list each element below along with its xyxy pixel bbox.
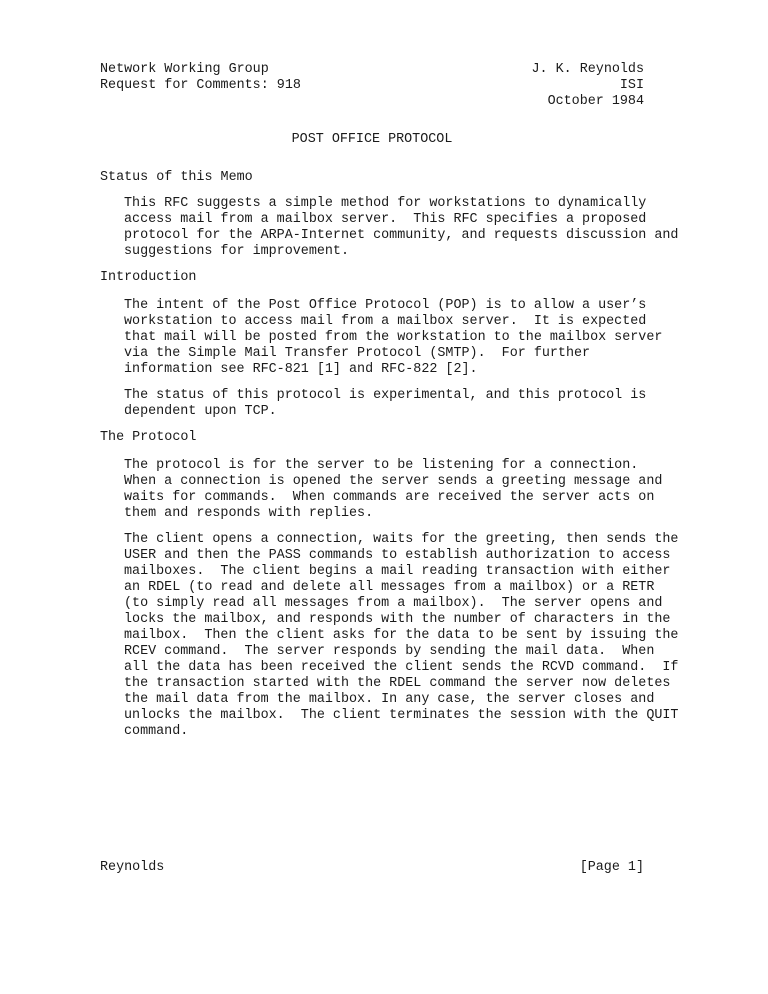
rfc-page <box>100 62 679 740</box>
paragraph <box>100 298 663 378</box>
document-title: POST OFFICE PROTOCOL <box>291 132 453 147</box>
text-line: USER and then the PASS commands to establish authorization to access <box>124 548 671 563</box>
header-row-1 <box>100 62 644 78</box>
paragraph <box>100 196 679 260</box>
text-line: all the data has been received the client sends the RCVD command. If <box>124 660 679 675</box>
text-line: unlocks the mailbox. The client terminates the session with the QUIT <box>124 708 679 723</box>
text-line: When a connection is opened the server sends a greeting message and <box>124 474 663 489</box>
page-footer <box>100 860 644 876</box>
paragraph <box>100 532 679 740</box>
section-heading: The Protocol <box>100 430 197 445</box>
header-rfc-number: Request for Comments: 918 <box>100 78 301 93</box>
text-line: the transaction started with the RDEL command the server now deletes <box>124 676 671 691</box>
page-number: [Page 1] <box>579 860 644 875</box>
text-line: The client opens a connection, waits for the greeting, then sends the <box>124 532 679 547</box>
text-line: protocol for the ARPA-Internet community, and requests discussion and <box>124 228 679 243</box>
header-group: Network Working Group <box>100 62 269 77</box>
section-introduction <box>100 270 663 420</box>
text-line: RCEV command. The server responds by sending the mail data. When <box>124 644 655 659</box>
text-line: dependent upon TCP. <box>124 404 277 419</box>
text-line: mailboxes. The client begins a mail reading transaction with either <box>124 564 671 579</box>
text-line: The status of this protocol is experimental, and this protocol is <box>124 388 647 403</box>
footer-author: Reynolds <box>100 860 165 875</box>
section-heading: Status of this Memo <box>100 170 253 185</box>
header-author: J. K. Reynolds <box>531 62 644 77</box>
paragraph <box>100 388 647 420</box>
text-line: The protocol is for the server to be listening for a connection. <box>124 458 639 473</box>
text-line: suggestions for improvement. <box>124 244 349 259</box>
text-line: This RFC suggests a simple method for workstations to dynamically <box>124 196 647 211</box>
text-line: the mail data from the mailbox. In any case, the server closes and <box>124 692 655 707</box>
header-organization: ISI <box>619 78 644 93</box>
text-line: waits for commands. When commands are received the server acts on <box>124 490 655 505</box>
header-row-3 <box>100 94 644 110</box>
text-line: mailbox. Then the client asks for the data to be sent by issuing the <box>124 628 679 643</box>
text-line: access mail from a mailbox server. This RFC specifies a proposed <box>124 212 647 227</box>
header-row-2 <box>100 78 644 94</box>
text-line: The intent of the Post Office Protocol (POP) is to allow a user’s <box>124 298 647 313</box>
text-line: information see RFC-821 [1] and RFC-822 [2]. <box>124 362 478 377</box>
text-line: locks the mailbox, and responds with the number of characters in the <box>124 612 671 627</box>
document-header <box>100 62 644 110</box>
text-line: (to simply read all messages from a mailbox). The server opens and <box>124 596 663 611</box>
text-line: an RDEL (to read and delete all messages from a mailbox) or a RETR <box>124 580 655 595</box>
paragraph <box>100 458 663 522</box>
header-date: October 1984 <box>547 94 644 109</box>
section-heading: Introduction <box>100 270 197 285</box>
text-line: them and responds with replies. <box>124 506 374 521</box>
section-protocol <box>100 430 679 740</box>
section-status <box>100 170 679 260</box>
text-line: workstation to access mail from a mailbox server. It is expected <box>124 314 647 329</box>
text-line: command. <box>124 724 189 739</box>
text-line: via the Simple Mail Transfer Protocol (SMTP). For further <box>124 346 591 361</box>
text-line: that mail will be posted from the workstation to the mailbox server <box>124 330 663 345</box>
